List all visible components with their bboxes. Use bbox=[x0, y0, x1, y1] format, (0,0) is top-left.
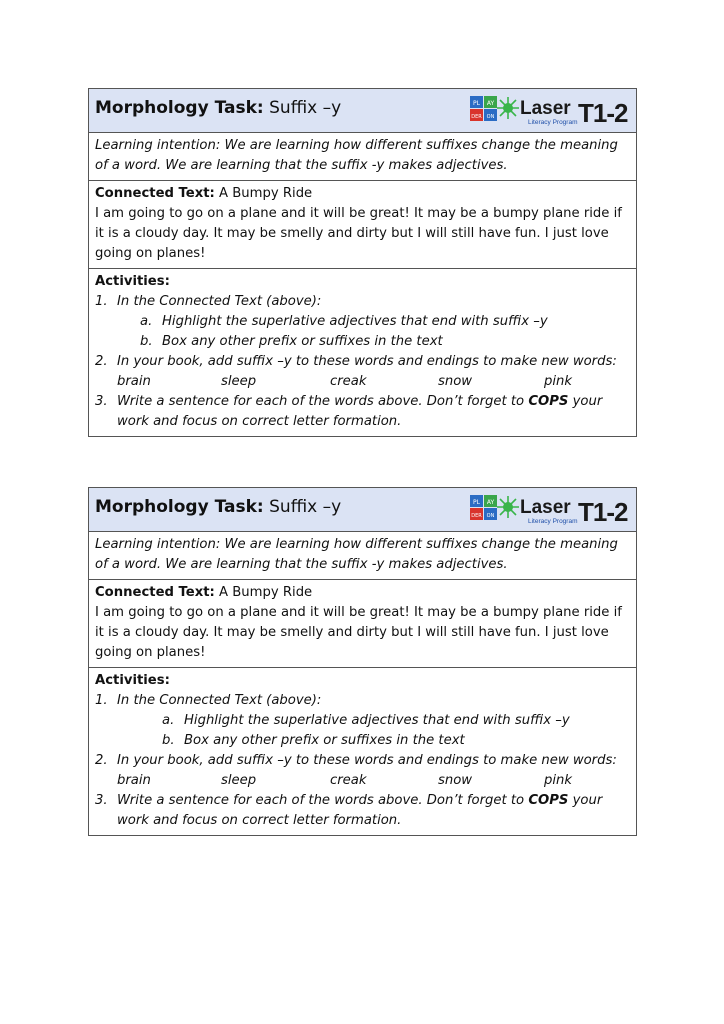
word-item: snow bbox=[438, 773, 473, 788]
word-item: creak bbox=[330, 374, 367, 389]
word-item: brain bbox=[117, 374, 151, 389]
connected-title: A Bumpy Ride bbox=[219, 186, 313, 201]
connected-label: Connected Text: bbox=[95, 585, 215, 600]
word-item: brain bbox=[117, 773, 151, 788]
logo-text: Laser bbox=[520, 497, 571, 518]
svg-text:PL: PL bbox=[473, 499, 480, 506]
connected-label: Connected Text: bbox=[95, 186, 215, 201]
word-item: sleep bbox=[221, 374, 257, 389]
svg-text:AY: AY bbox=[486, 100, 495, 107]
activities-section bbox=[89, 668, 636, 835]
activity-2: 2. In your book, add suffix –y to these words and endings to make new words: bbox=[95, 753, 617, 768]
activity-3: 3. Write a sentence for each of the words above. Don’t forget to COPS your work and focus on correct letter formation. bbox=[95, 793, 603, 828]
logo-text: Laser bbox=[520, 98, 571, 119]
activity-2: 2. In your book, add suffix –y to these words and endings to make new words: bbox=[95, 354, 617, 369]
cops-keyword: COPS bbox=[528, 394, 569, 409]
logo-level: T1-2 bbox=[578, 98, 628, 128]
task-card-2 bbox=[88, 487, 637, 836]
sunburst-icon bbox=[497, 496, 519, 518]
activity-1a: a. Highlight the superlative adjectives that end with suffix –y bbox=[140, 314, 548, 329]
cops-keyword: COPS bbox=[528, 793, 569, 808]
card-header bbox=[89, 488, 636, 532]
laser-logo bbox=[470, 493, 632, 527]
card-header bbox=[89, 89, 636, 133]
task-card-1 bbox=[88, 88, 637, 437]
connected-body: I am going to go on a plane and it will be great! It may be a bumpy plane ride if it is a cloudy day. It may be smelly and dirty but I will still have fun. I just love going on planes! bbox=[95, 605, 622, 660]
activities-section bbox=[89, 269, 636, 436]
activities-label: Activities: bbox=[95, 274, 170, 289]
connected-text-section bbox=[89, 181, 636, 269]
activities-label: Activities: bbox=[95, 673, 170, 688]
word-list bbox=[95, 372, 630, 392]
svg-text:DER: DER bbox=[471, 114, 482, 120]
word-item: snow bbox=[438, 374, 473, 389]
learning-intention: Learning intention: We are learning how different suffixes change the meaning of a word. We are learning that the suffix -y makes adjectives. bbox=[89, 532, 636, 580]
logo-sub: Literacy Program bbox=[528, 518, 578, 525]
card-title: Morphology Task: Suffix –y bbox=[95, 497, 342, 517]
laser-logo bbox=[470, 94, 632, 128]
puzzle-tiles-icon bbox=[470, 495, 497, 520]
sunburst-icon bbox=[497, 97, 519, 119]
learning-intention: Learning intention: We are learning how different suffixes change the meaning of a word. We are learning that the suffix -y makes adjectives. bbox=[89, 133, 636, 181]
activity-1: 1. In the Connected Text (above): bbox=[95, 294, 322, 309]
svg-text:DER: DER bbox=[471, 513, 482, 519]
card-title: Morphology Task: Suffix –y bbox=[95, 98, 342, 118]
logo-sub: Literacy Program bbox=[528, 119, 578, 126]
word-list bbox=[95, 771, 630, 791]
svg-text:AY: AY bbox=[486, 499, 495, 506]
connected-body: I am going to go on a plane and it will be great! It may be a bumpy plane ride if it is a cloudy day. It may be smelly and dirty but I will still have fun. I just love going on planes! bbox=[95, 206, 622, 261]
activity-1: 1. In the Connected Text (above): bbox=[95, 693, 322, 708]
logo-level: T1-2 bbox=[578, 497, 628, 527]
svg-text:ON: ON bbox=[486, 513, 495, 519]
word-item: pink bbox=[544, 773, 573, 788]
svg-text:PL: PL bbox=[473, 100, 480, 107]
word-item: creak bbox=[330, 773, 367, 788]
activity-1b: b. Box any other prefix or suffixes in the text bbox=[162, 733, 465, 748]
activity-1b: b. Box any other prefix or suffixes in the text bbox=[140, 334, 443, 349]
svg-text:ON: ON bbox=[486, 114, 495, 120]
activity-3: 3. Write a sentence for each of the words above. Don’t forget to COPS your work and focus on correct letter formation. bbox=[95, 394, 603, 429]
puzzle-tiles-icon bbox=[470, 96, 497, 121]
connected-text-section bbox=[89, 580, 636, 668]
word-item: pink bbox=[544, 374, 573, 389]
activity-1a: a. Highlight the superlative adjectives that end with suffix –y bbox=[162, 713, 570, 728]
connected-title: A Bumpy Ride bbox=[219, 585, 313, 600]
word-item: sleep bbox=[221, 773, 257, 788]
